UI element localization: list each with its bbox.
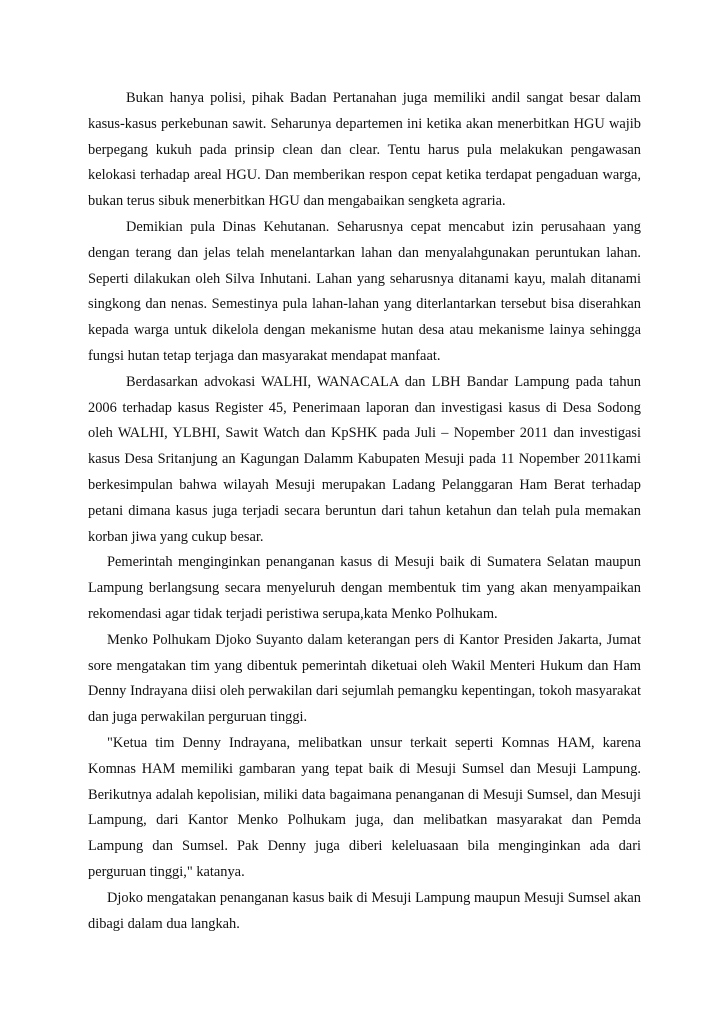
paragraph-quote-ketua-tim: "Ketua tim Denny Indrayana, melibatkan unsur terkait seperti Komnas HAM, karena Komnas HAM memiliki gambaran yang tepat baik di Mesuji Sumsel dan Mesuji Lampung. Berikutnya adalah kepolisian, miliki data bagaimana penanganan di Mesuji Sumsel, dan Mesuji Lampung, dari Kantor Menko Polhukam juga, dan melibatkan masyarakat dan Pemda Lampung dan Sumsel. Pak Denny juga diberi keleluasaan bila menginginkan ada dari perguruan tinggi," katanya.: [88, 734, 641, 880]
paragraph-menko-polhukam: Menko Polhukam Djoko Suyanto dalam keterangan pers di Kantor Presiden Jakarta, Jumat sore mengatakan tim yang dibentuk pemerintah diketuai oleh Wakil Menteri Hukum dan Ham Denny Indrayana diisi oleh perwakilan dari sejumlah pemangku kepentingan, tokoh masyarakat dan juga perwakilan perguruan tinggi.: [88, 631, 641, 726]
document-page: [88, 86, 641, 937]
paragraph-djoko: Djoko mengatakan penanganan kasus baik di Mesuji Lampung maupun Mesuji Sumsel akan dibagi dalam dua langkah.: [88, 889, 641, 932]
paragraph-dinas-kehutanan: Demikian pula Dinas Kehutanan. Seharusnya cepat mencabut izin perusahaan yang dengan terang dan jelas telah menelantarkan lahan dan menyalahgunakan peruntukan lahan. Seperti dilakukan oleh Silva Inhutani. Lahan yang seharusnya ditanami kayu, malah ditanami singkong dan nenas. Semestinya pula lahan-lahan yang diterlantarkan tersebut bisa diserahkan kepada warga untuk dikelola dengan mekanisme hutan desa atau mekanisme lainya sehingga fungsi hutan tetap terjaga dan masyarakat mendapat manfaat.: [88, 218, 641, 364]
paragraph-badan-pertanahan: Bukan hanya polisi, pihak Badan Pertanahan juga memiliki andil sangat besar dalam kasus-kasus perkebunan sawit. Seharunya departemen ini ketika akan menerbitkan HGU wajib berpegang kukuh pada prinsip clean dan clear. Tentu harus pula melakukan pengawasan kelokasi terhadap areal HGU. Dan memberikan respon cepat ketika terdapat pengaduan warga, bukan terus sibuk menerbitkan HGU dan mengabaikan sengketa agraria.: [88, 90, 641, 210]
paragraph-pemerintah: Pemerintah menginginkan penanganan kasus di Mesuji baik di Sumatera Selatan maupun Lampung berlangsung secara menyeluruh dengan membentuk tim yang akan menyampaikan rekomendasi agar tidak terjadi peristiwa serupa,kata Menko Polhukam.: [88, 554, 641, 622]
paragraph-advokasi-walhi: Berdasarkan advokasi WALHI, WANACALA dan LBH Bandar Lampung pada tahun 2006 terhadap kasus Register 45, Penerimaan laporan dan investigasi kasus di Desa Sodong oleh WALHI, YLBHI, Sawit Watch dan KpSHK pada Juli – Nopember 2011 dan investigasi kasus Desa Sritanjung an Kagungan Dalamm Kabupaten Mesuji pada 11 Nopember 2011kami berkesimpulan bahwa wilayah Mesuji merupakan Ladang Pelanggaran Ham Berat terhadap petani dimana kasus juga terjadi secara beruntun dari tahun ketahun dan telah pula memakan korban jiwa yang cukup besar.: [88, 373, 641, 545]
